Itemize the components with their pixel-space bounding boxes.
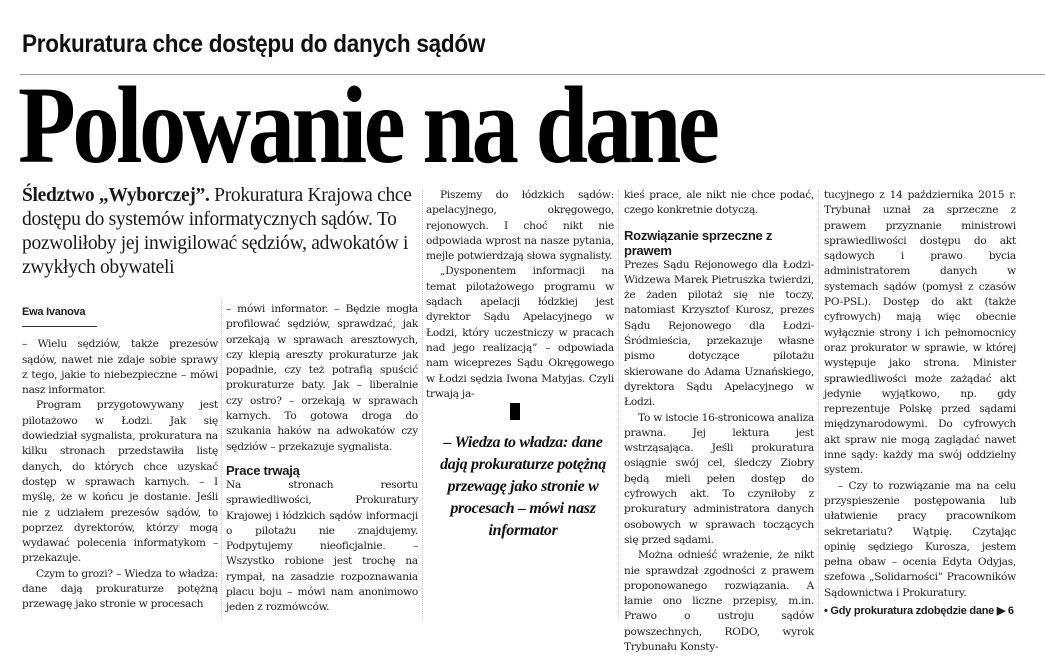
paragraph: kieś prace, ale nikt nie chce podać, czego konkretnie dotyczą. (624, 189, 814, 217)
kicker: Prokuratura chce dostępu do danych sądów (22, 30, 486, 58)
paragraph: – mówi informator. – Będzie mogła profilować sędziów, sprawdzać, jak orzekają w sprawach aresztowych, czy klepią areszty prokuraturze jak popadnie, czy też potrafią spuścić prokuraturze baty. Jak – liberalnie czy ostro? – orzekają w sprawach karnych. To gotowa droga do szukania haków na adwokatów czy sędziów – przekazuje sygnalista. (226, 303, 418, 453)
column-2 (226, 302, 418, 616)
column-separator (221, 300, 222, 620)
paragraph: – Czy to rozwiązanie ma na celu przyspieszenie postępowania lub ułatwienie pracy pracownikom sekretariatu? Wątpię. Czytając opinię sędziego Kurosza, jestem pełna obaw – ocenia Edyta Odyjas, szefowa „Solidarności” Pracowników Sądownictwa i Prokuratury. (824, 479, 1016, 599)
column-5 (824, 188, 1016, 619)
pullquote: – Wiedza to władza: dane dają prokuraturze potężną przewagę jako stronie w procesach – mówi nasz informator (440, 434, 606, 539)
paragraph: To w istocie 16-stronicowa analiza prawna. Jej lektura jest wstrząsająca. Jeśli prokuratura osiągnie swój cel, śledczy Ziobry będą mieli pełen dostęp do cyfrowych akt. To czyniłoby z prokuratury administratora danych osobowych w sprawach toczących się przed sądami. (624, 411, 814, 546)
byline: Ewa Ivanova (22, 305, 97, 327)
paragraph: – Wielu sędziów, także prezesów sądów, nawet nie zdaje sobie sprawy z tego, jakie to niebezpieczne – mówi nasz informator. (22, 338, 218, 397)
paragraph: Program przygotowywany jest pilotażowo w Łodzi. Jak się dowiedział sygnalista, prokuratura na kilku stronach przedstawiła listę danych, do których chce uzyskać dostęp w sprawach karnych. – I myślę, że w końcu je dostanie. Jeśli nie z udziałem prezesów sądów, to poprzez dyrektorów, którzy mogą wydawać polecenia informatykom – przekazuje. (22, 399, 218, 565)
column-separator (818, 190, 819, 620)
pullquote-mark (510, 403, 520, 420)
paragraph: Można odnieść wrażenie, że nikt nie sprawdzał zgodności z prawem proponowanego rozwiązania. A łamie ono liczne przepisy, m.in. Prawo o ustroju sądów powszechnych, RODO, wyrok Trybunału Konsty- (624, 549, 814, 654)
paragraph: Na stronach resortu sprawiedliwości, Prokuratury Krajowej i łódzkich sądów informacji o pilotażu nie znajdujemy. Podpytujemy nieoficjalnie. – Wszystko robione jest trochę na rympał, na zasadzie rozpoznawania placu boju – mówi nam anonimowo jeden z rozmówców. (226, 478, 418, 614)
paragraph: tucyjnego z 14 października 2015 r. Trybunał uznał za sprzeczne z prawem przyznanie ministrowi sprawiedliwości dostępu do akt sądowych i prawo bycia administratorem danych w systemach sądów (pomysł z czasów PO-PSL). Dostęp do akt (także cyfrowych) mają więc obecnie wyłącznie strony i ich pełnomocnicy oraz prokurator w sprawie, w której występuje jako strona. Minister sprawiedliwości może zażądać akt jedynie wyjątkowo, np. gdy reprezentuje Polskę przed sądami międzynarodowymi. Do cyfrowych akt spraw nie mogą zaglądać nawet inne sądy: każdy ma swój oddzielny system. (824, 189, 1016, 477)
headline: Polowanie na dane (18, 64, 717, 186)
subhead-rozwiazanie: Rozwiązanie sprzeczne z prawem (624, 227, 773, 258)
column-1 (22, 305, 218, 613)
column-3 (426, 188, 614, 402)
paragraph: Czym to grozi? – Wiedza to władza: dane dają prokuraturze potężną przewagę jako stronie w procesach (22, 567, 218, 611)
column-separator (422, 190, 423, 620)
paragraph: Piszemy do łódzkich sądów: apelacyjnego, okręgowego, rejonowych. I choć nikt nie odpowiada wprost na nasze pytania, mejle potwierdzają słowa sygnalisty. (426, 189, 614, 263)
paragraph: Prezes Sądu Rejonowego dla Łodzi-Widzewa Marek Pietruszka twierdzi, że żaden pilotaż się nie toczy, natomiast Krzysztof Kurosz, prezes Sądu Rejonowego dla Łodzi-Śródmieścia, przekazuje własne pismo dotyczące pilotażu skierowane do Adama Uznańskiego, dyrektora Sądu Apelacyjnego w Łodzi. (624, 258, 814, 409)
lead (22, 184, 417, 280)
subhead-prace-trwaja: Prace trwają (226, 462, 300, 478)
lead-text: Prokuratura Krajowa chce dostępu do systemów informatycznych sądów. To pozwoliłoby jej inwigilować sędziów, adwokatów i zwykłych obywateli (22, 185, 412, 278)
lead-bold: Śledztwo „Wyborczej”. (22, 185, 210, 206)
column-4 (624, 188, 814, 655)
paragraph: „Dysponentem informacji na temat pilotażowego programu w sądach apelacji łódzkiej jest dyrektor Sądu Apelacyjnego w Łodzi, który uczestniczy w pracach nad jego realizacją” – odpowiada nam wiceprezes Sądu Okręgowego w Łodzi sędzia Iwona Matyjas. Czyli trwają ja- (426, 265, 614, 400)
column-separator (618, 190, 619, 620)
page-reference-link[interactable]: • Gdy prokuratura zdobędzie dane ▶ 6 (824, 605, 1014, 618)
